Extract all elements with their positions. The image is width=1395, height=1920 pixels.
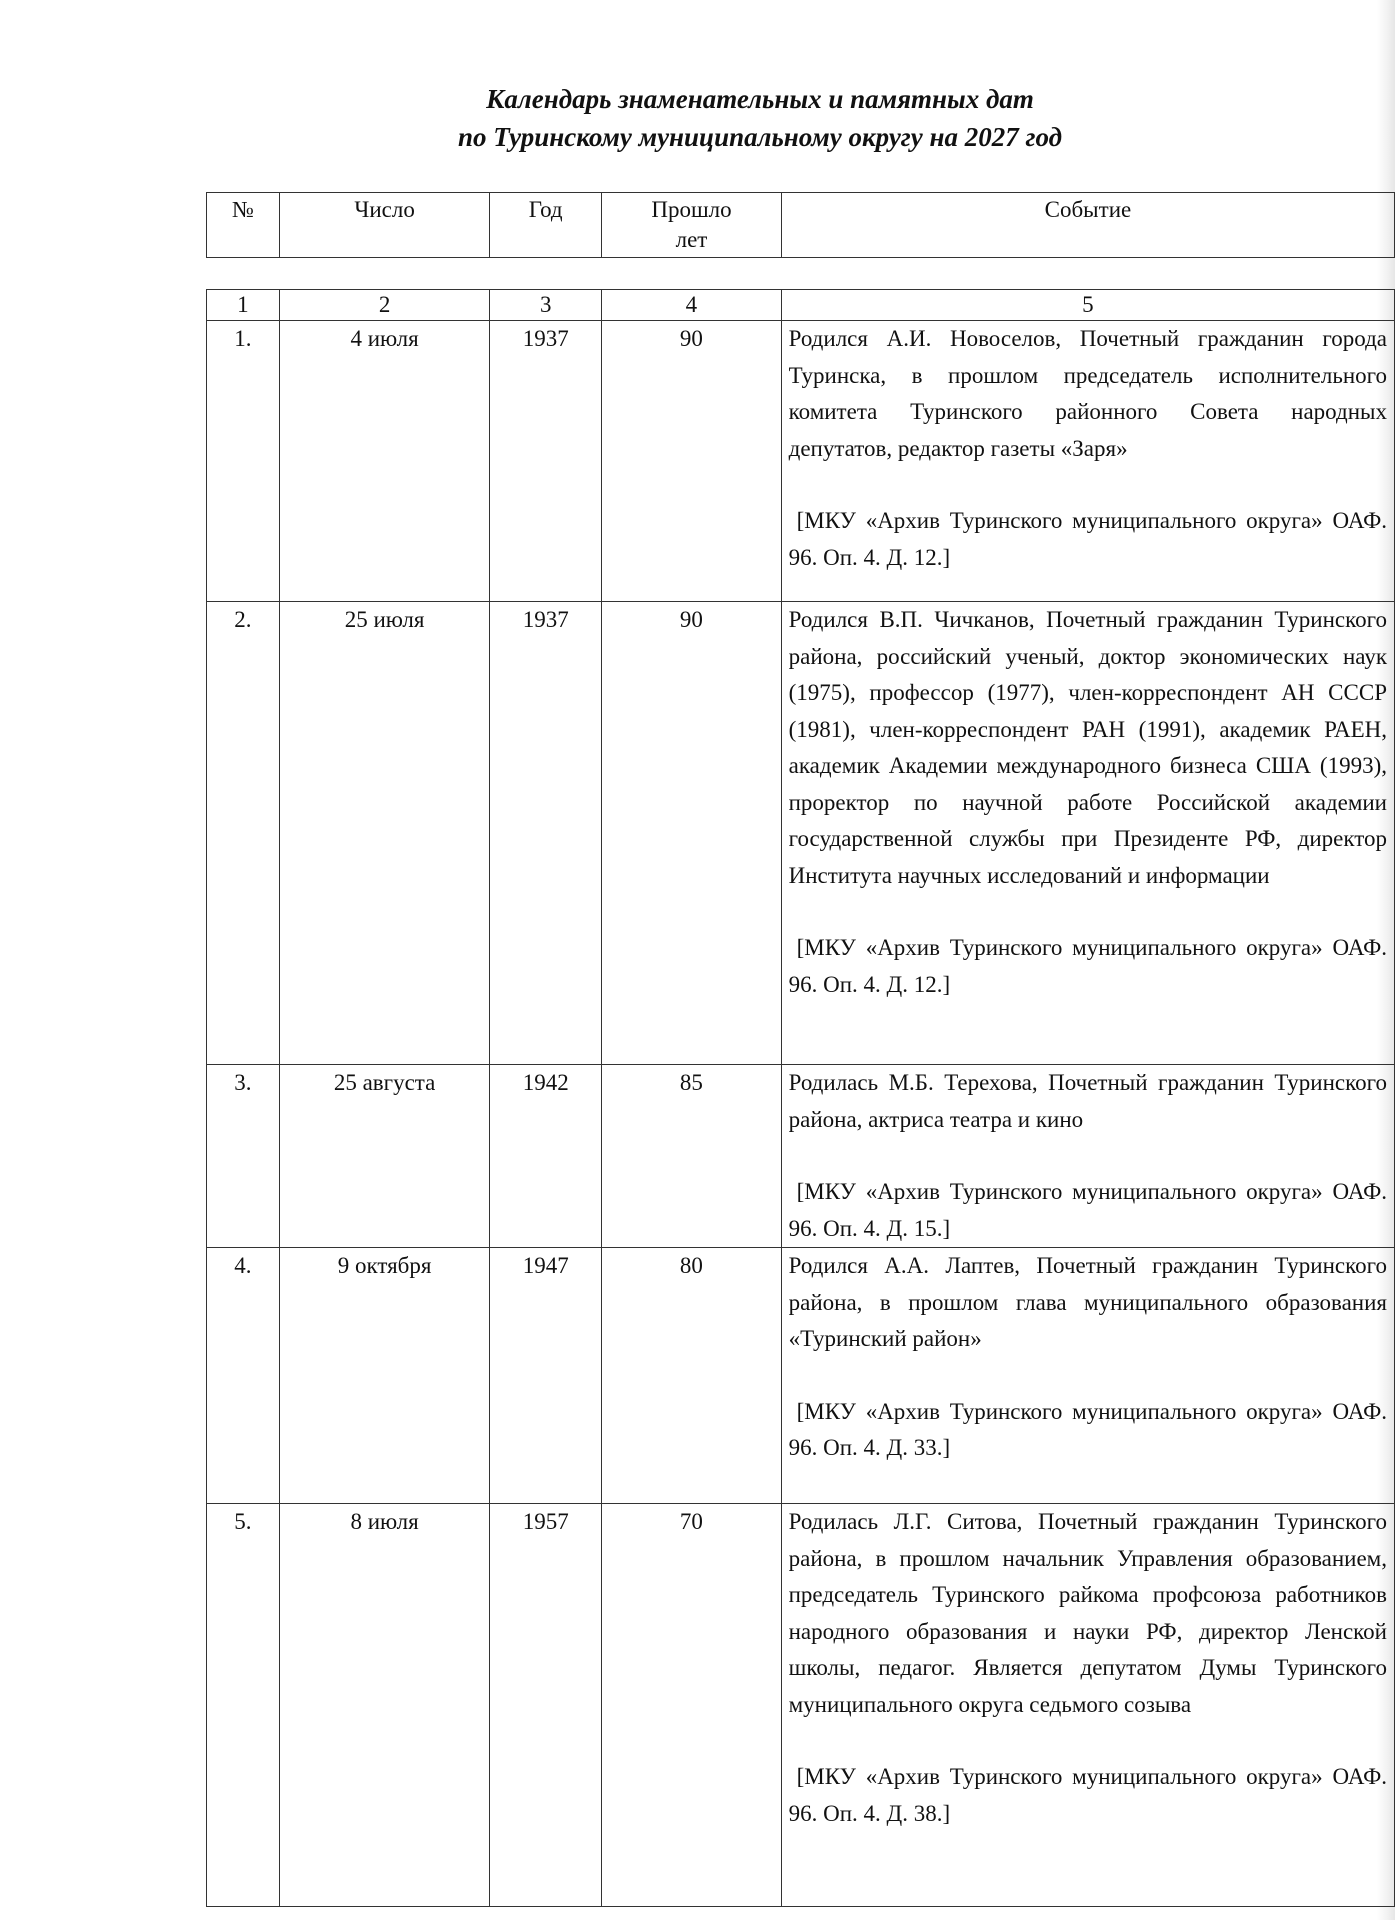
event-description: Родился А.А. Лаптев, Почетный гражданин Туринского района, в прошлом глава муниципального образования «Туринский район» <box>788 1253 1387 1351</box>
row-years-passed: 90 <box>602 602 781 1065</box>
header-event: Событие <box>781 193 1394 258</box>
row-date: 25 августа <box>279 1065 490 1248</box>
row-year: 1942 <box>490 1065 602 1248</box>
document-title <box>200 80 1320 156</box>
header-table <box>206 192 1395 258</box>
row-year: 1937 <box>490 321 602 602</box>
column-number: 3 <box>490 290 602 321</box>
header-number: № <box>207 193 280 258</box>
row-number: 5. <box>207 1504 280 1907</box>
row-date: 25 июля <box>279 602 490 1065</box>
title-line-1: Календарь знаменательных и памятных дат <box>486 84 1034 114</box>
row-event-cell <box>781 1248 1394 1504</box>
row-number: 3. <box>207 1065 280 1248</box>
event-source: [МКУ «Архив Туринского муниципального округа» ОАФ. 96. Оп. 4. Д. 33.] <box>788 1398 1387 1460</box>
event-source: [МКУ «Архив Туринского муниципального округа» ОАФ. 96. Оп. 4. Д. 38.] <box>788 1764 1387 1826</box>
row-date: 9 октября <box>279 1248 490 1504</box>
row-event-cell <box>781 1065 1394 1248</box>
table-row <box>207 1248 1395 1504</box>
header-years-passed <box>602 193 782 258</box>
event-description: Родилась М.Б. Терехова, Почетный гражданин Туринского района, актриса театра и кино <box>788 1070 1387 1132</box>
header-row <box>207 193 1395 258</box>
header-year: Год <box>490 193 602 258</box>
row-event-cell <box>781 1504 1394 1907</box>
column-number: 4 <box>602 290 781 321</box>
event-description: Родился А.И. Новоселов, Почетный гражданин города Туринска, в прошлом председатель исполнительного комитета Туринского районного Совета народных депутатов, редактор газеты «Заря» <box>788 326 1387 461</box>
row-date: 8 июля <box>279 1504 490 1907</box>
row-event-cell <box>781 321 1394 602</box>
row-event-cell <box>781 602 1394 1065</box>
table-row <box>207 321 1395 602</box>
table-row <box>207 1065 1395 1248</box>
row-years-passed: 80 <box>602 1248 781 1504</box>
row-number: 1. <box>207 321 280 602</box>
event-source: [МКУ «Архив Туринского муниципального округа» ОАФ. 96. Оп. 4. Д. 12.] <box>788 508 1387 570</box>
table-row <box>207 602 1395 1065</box>
row-years-passed: 85 <box>602 1065 781 1248</box>
event-description: Родилась Л.Г. Ситова, Почетный гражданин Туринского района, в прошлом начальник Управления образованием, председатель Туринского райкома профсоюза работников народного образования и науки РФ, директор Ленской школы, педагог. Является депутатом Думы Туринского муниципального округа седьмого созыва <box>788 1509 1387 1717</box>
event-source: [МКУ «Архив Туринского муниципального округа» ОАФ. 96. Оп. 4. Д. 12.] <box>788 935 1387 997</box>
header-date: Число <box>279 193 489 258</box>
event-description: Родился В.П. Чичканов, Почетный гражданин Туринского района, российский ученый, доктор экономических наук (1975), профессор (1977), член-корреспондент АН СССР (1981), член-корреспондент РАН (1991), академик РАЕН, академик Академии международного бизнеса США (1993), проректор по научной работе Российской академии государственной службы при Президенте РФ, директор Института научных исследований и информации <box>788 607 1387 888</box>
row-number: 2. <box>207 602 280 1065</box>
calendar-table <box>206 289 1395 1907</box>
table-row <box>207 1504 1395 1907</box>
column-number: 2 <box>279 290 490 321</box>
row-year: 1937 <box>490 602 602 1065</box>
row-number: 4. <box>207 1248 280 1504</box>
header-years-passed-label: Прошло лет <box>651 197 732 252</box>
row-years-passed: 90 <box>602 321 781 602</box>
row-year: 1957 <box>490 1504 602 1907</box>
column-number: 5 <box>781 290 1394 321</box>
row-years-passed: 70 <box>602 1504 781 1907</box>
row-date: 4 июля <box>279 321 490 602</box>
row-year: 1947 <box>490 1248 602 1504</box>
column-number-row <box>207 290 1395 321</box>
column-number: 1 <box>207 290 280 321</box>
event-source: [МКУ «Архив Туринского муниципального округа» ОАФ. 96. Оп. 4. Д. 15.] <box>788 1179 1387 1241</box>
title-line-2: по Туринскому муниципальному округу на 2027 год <box>457 122 1063 152</box>
